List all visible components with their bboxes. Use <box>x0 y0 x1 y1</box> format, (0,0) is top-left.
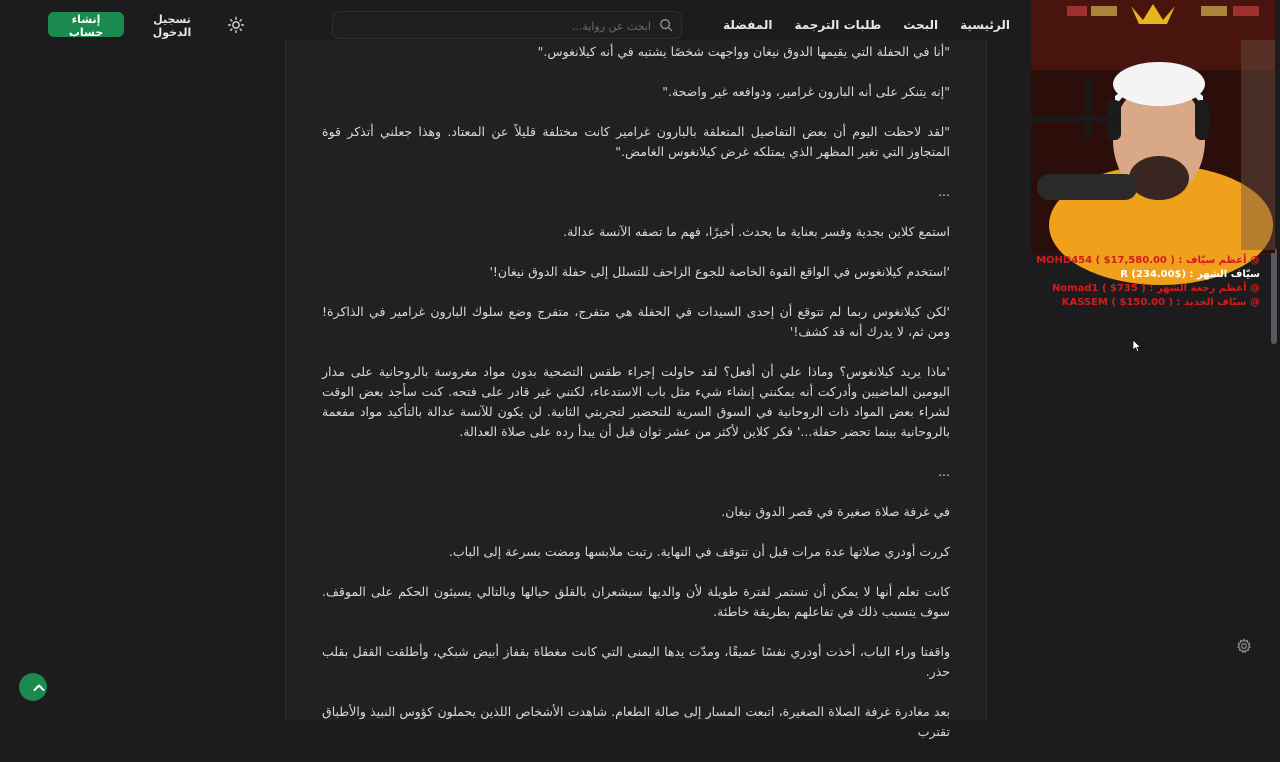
paragraph: 'استخدم كيلانغوس في الواقع القوة الخاصة للجوع الزاحف للتسلل إلى حفلة الدوق نيغان!' <box>489 264 950 279</box>
paragraph: بعد مغادرة غرفة الصلاة الصغيرة، اتبعت المسار إلى صالة الطعام. شاهدت الأشخاص اللذين يحملون كؤوس النبيذ والأطباق تقترب <box>322 704 950 739</box>
webcam-feed-image <box>1031 0 1275 253</box>
nav-search[interactable]: البحث <box>903 18 939 32</box>
month-sword-text: سيّاف الشهر : ($234.00) R <box>1120 269 1260 280</box>
gear-icon[interactable] <box>1236 638 1252 654</box>
new-donor-text: @ سيّاف الجديد : KASSEM ( $150.00 ) <box>1061 297 1260 308</box>
paragraph: استمع كلاين بجدية وفسر بعناية ما يحدث. أخيرًا، فهم ما تصفه الآنسة عدالة. <box>563 224 950 239</box>
mouse-cursor-icon <box>1133 340 1141 352</box>
nav-home[interactable]: الرئيسية <box>960 18 1010 32</box>
register-button[interactable]: إنشاء حساب <box>48 12 124 37</box>
search-input[interactable] <box>349 12 653 40</box>
supporter-text: @ أعظم رجعة الشهر : Nomad1 ( $735 ) <box>1051 283 1260 294</box>
paragraph: في غرفة صلاة صغيرة في قصر الدوق نيغان. <box>721 504 950 519</box>
top-donor-text: @ أعظم سيّاف : MOHD454 ( $17,580.00 ) <box>1036 255 1260 266</box>
nav-favorites[interactable]: المفضلة <box>723 18 773 32</box>
paragraph: ... <box>938 184 950 199</box>
chapter-reader <box>285 40 987 739</box>
login-button[interactable]: تسجيل الدخول <box>132 12 212 37</box>
search-box <box>332 11 682 39</box>
paragraph: واقفتا وراء الباب، أخذت أودري نفسًا عميقًا، ومدّت يدها اليمنى التي كانت مغطاة بقفاز أبيض شبكي، وأطلقت القفل بقلب حذر. <box>322 644 950 679</box>
sun-icon[interactable] <box>227 16 245 34</box>
paragraph: 'لكن كيلانغوس ربما لم تتوقع أن إحدى السيدات في الحفلة هي متفرج، متفرج وضع سلوك البارون غرامير في الذاكرة! ومن ثم، لا يدرك أنه قد كشف!' <box>322 304 950 339</box>
paragraph: "أنا في الحفلة التي يقيمها الدوق نيغان وواجهت شخصًا يشتبه في أنه كيلانغوس." <box>537 44 950 59</box>
paragraph: 'ماذا يريد كيلانغوس؟ وماذا علي أن أفعل؟ لقد حاولت إجراء طقس التضحية بدون مواد مغروسة بالروحانية على مدار اليومين الماضيين وأدركت أنه يمكنني إنشاء شيء مثل باب الاستدعاء، لكنني غير قادر على فتحه. كنت سأجد بعض الوقت لشراء بعض المواد ذات الروحانية في السوق السرية للتحضير لتجربتي الثانية. لن يكون للآنسة عدالة بالتأكيد مواد مفعمة بالروحانية بينما تحضر حفلة...' فكر كلاين لأكثر من عشر ثوان قبل أن يبدأ رده على صلاة العدالة. <box>322 364 950 439</box>
search-icon[interactable] <box>659 18 673 32</box>
scrollbar-thumb[interactable] <box>1271 248 1277 344</box>
paragraph: "إنه يتنكر على أنه البارون غرامير، ودوافعه غير واضحة." <box>662 84 950 99</box>
nav-translation-requests[interactable]: طلبات الترجمة <box>794 18 882 32</box>
webcam-overlay <box>1031 0 1275 253</box>
scroll-to-top-button[interactable] <box>19 673 47 701</box>
paragraph: ... <box>938 464 950 479</box>
paragraph: كررت أودري صلاتها عدة مرات قبل أن تتوقف في النهاية. رتبت ملابسها ومضت بسرعة إلى الباب. <box>448 544 950 559</box>
chapter-text <box>322 42 950 762</box>
stream-donations <box>1036 254 1260 310</box>
paragraph: كانت تعلم أنها لا يمكن أن تستمر لفترة طويلة لأن والديها سيشعران بالقلق حيالها وبالتالي يسيئون الحكم على الموقف. سوف يتسبب ذلك في تفاعلهم بطريقة خاطئة. <box>322 584 950 619</box>
paragraph: "لقد لاحظت اليوم أن بعض التفاصيل المتعلقة بالبارون غرامير كانت مختلفة قليلاً عن المعتاد. وهذا جعلني أتذكر قوة المتجاوز التي تغير المظهر الذي يمتلكه غرض كيلانغوس الغامض." <box>322 124 950 159</box>
chevron-up-icon <box>25 674 53 702</box>
